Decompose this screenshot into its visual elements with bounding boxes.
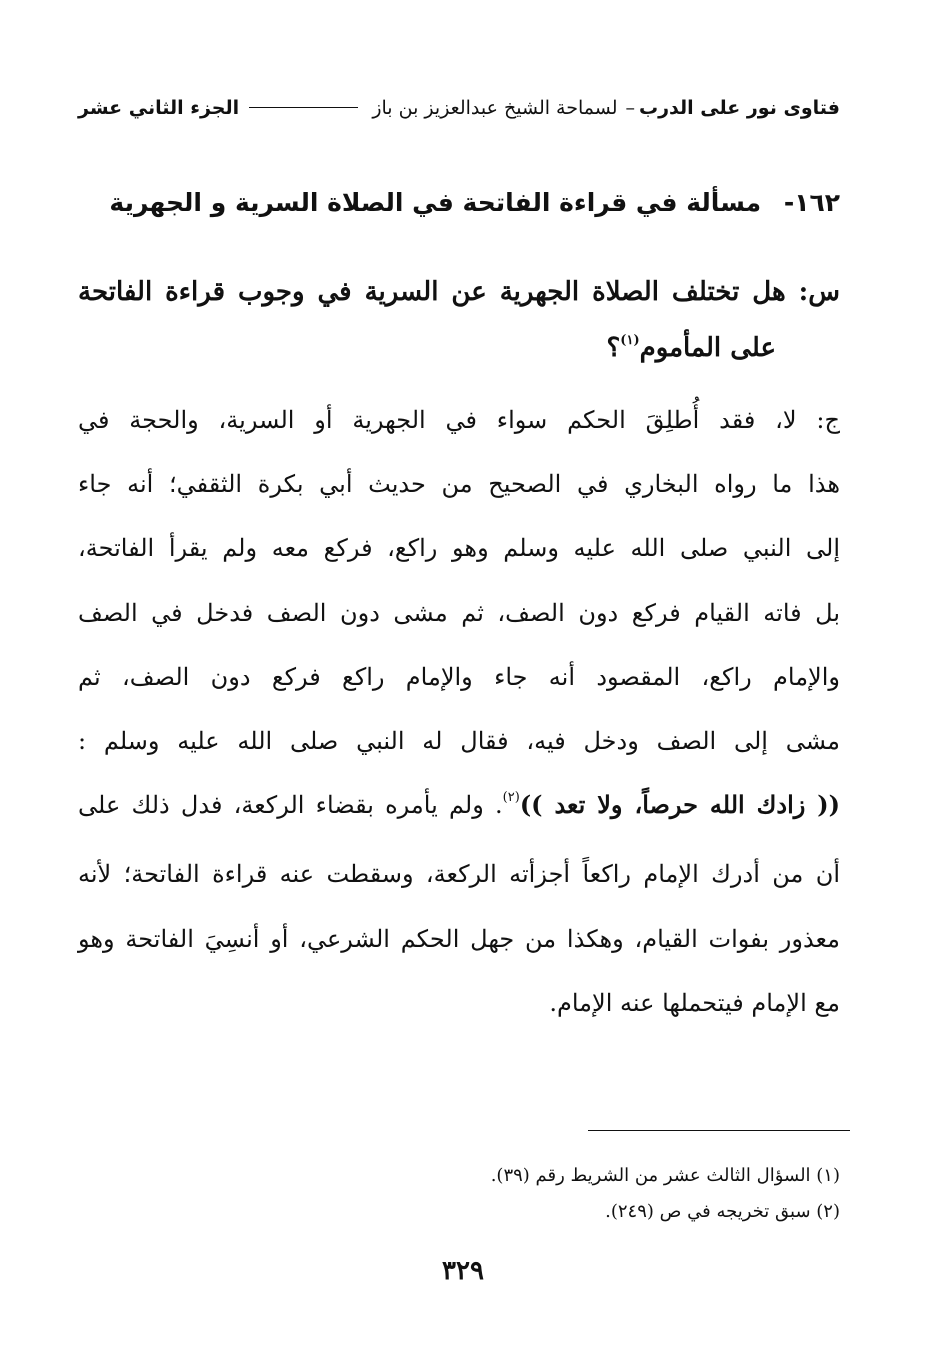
- running-header: [78, 88, 840, 128]
- answer-line: مشى إلى الصف ودخل فيه، فقال له النبي صلى الله عليه وسلم :: [78, 727, 840, 756]
- answer-paragraph: [78, 388, 840, 1035]
- question-line: [78, 320, 840, 381]
- footnote-divider: [588, 1130, 850, 1131]
- hadith-quote: (( زادك الله حرصاً، ولا تعد )): [519, 790, 840, 820]
- answer-line: معذور بفوات القيام، وهكذا من جهل الحكم الشرعي، أو أنسِيَ الفاتحة وهو: [78, 924, 840, 953]
- header-separator: –: [625, 97, 635, 119]
- question-paragraph: [78, 264, 840, 381]
- footnote-item: (١) السؤال الثالث عشر من الشريط رقم (٣٩).: [490, 1165, 840, 1186]
- section-heading: [100, 188, 840, 217]
- header-book-title: فتاوى نور على الدرب: [639, 97, 840, 119]
- answer-line: أن من أدرك الإمام راكعاً أجزأته الركعة، وسقطت عنه قراءة الفاتحة؛ لأنه: [78, 860, 840, 889]
- page-number: ٣٢٩: [442, 1256, 484, 1286]
- answer-line: هذا ما رواه البخاري في الصحيح من حديث أبي بكرة الثقفي؛ أنه جاء: [78, 470, 840, 499]
- question-text: على المأموم: [639, 333, 776, 363]
- header-volume: الجزء الثاني عشر: [78, 97, 240, 119]
- answer-line: والإمام راكع، المقصود أنه جاء والإمام راكع فركع دون الصف، ثم: [78, 662, 840, 691]
- question-line: س: هل تختلف الصلاة الجهرية عن السرية في وجوب قراءة الفاتحة: [78, 277, 840, 307]
- header-author: لسماحة الشيخ عبدالعزيز بن باز: [372, 97, 618, 119]
- answer-line: مع الإمام فيتحملها عنه الإمام.: [549, 988, 840, 1017]
- footnote-ref-2: (٢): [502, 790, 520, 806]
- footnote-ref-1: (١): [620, 333, 640, 348]
- question-mark: ؟: [606, 333, 621, 363]
- footnote-item: (٢) سبق تخريجه في ص (٢٤٩).: [605, 1201, 840, 1222]
- answer-line: [78, 773, 840, 842]
- answer-text: . ولم يأمره بقضاء الركعة، فدل ذلك على: [78, 791, 503, 820]
- answer-line: بل فاته القيام فركع دون الصف، ثم مشى دون الصف فدخل في الصف: [78, 598, 840, 627]
- section-number: ١٦٢-: [783, 188, 840, 217]
- answer-line: إلى النبي صلى الله عليه وسلم وهو راكع، فركع معه ولم يقرأ الفاتحة،: [78, 534, 840, 563]
- section-title: مسألة في قراءة الفاتحة في الصلاة السرية و الجهرية: [109, 188, 762, 217]
- footnotes: [78, 1158, 840, 1230]
- answer-line: ج: لا، فقد أُطلِقَ الحكم سواء في الجهرية أو السرية، والحجة في: [78, 406, 840, 434]
- header-rule: [249, 107, 358, 108]
